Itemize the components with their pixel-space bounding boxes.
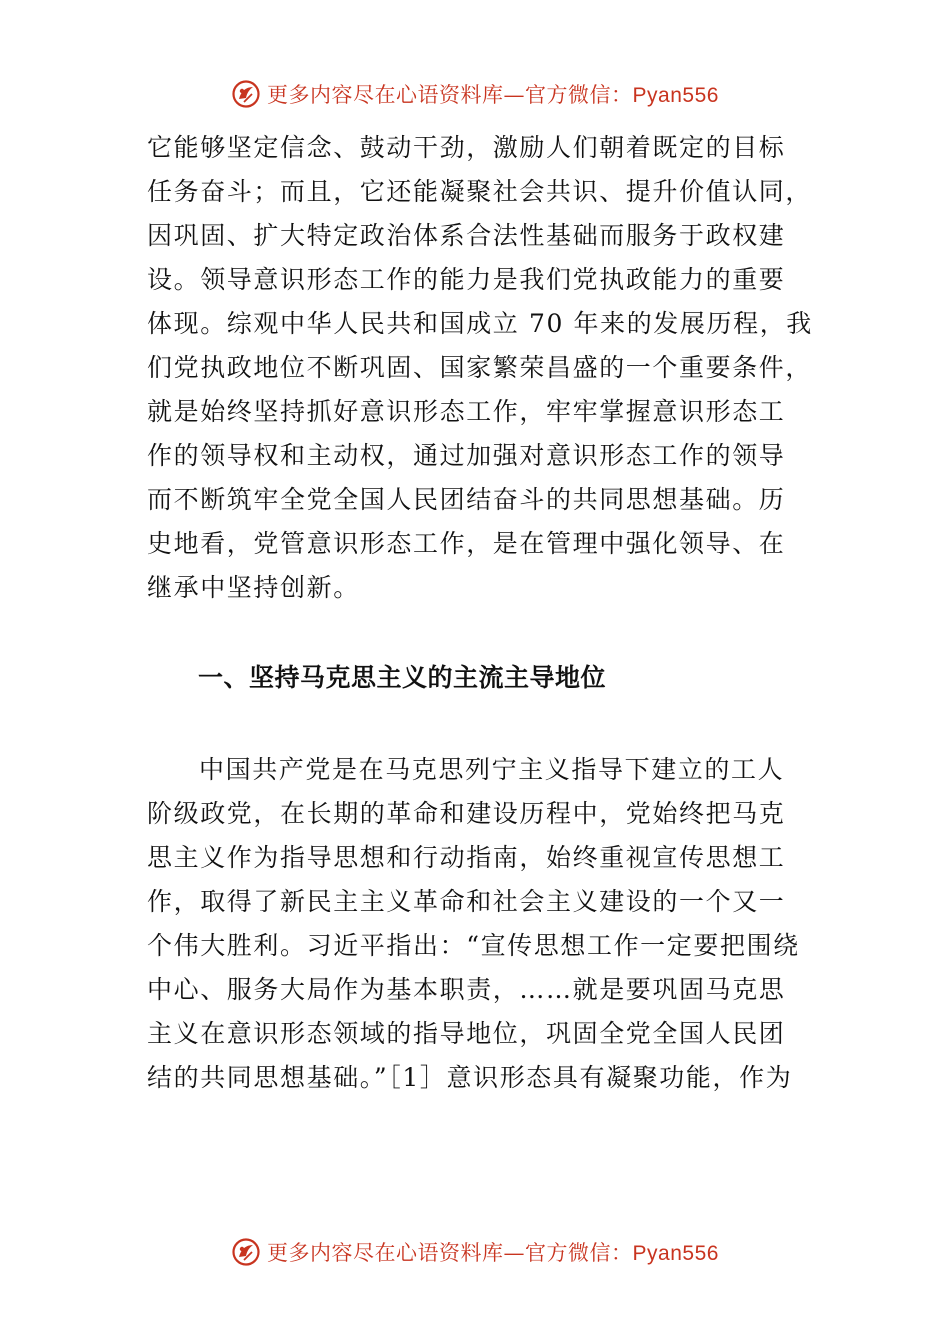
- text-line: 作，取得了新民主主义革命和社会主义建设的一个又一: [147, 887, 786, 916]
- text-line: 它能够坚定信念、鼓动干劲，激励人们朝着既定的目标: [147, 133, 786, 162]
- section-heading: 一、坚持马克思主义的主流主导地位: [198, 663, 607, 692]
- footer-banner: [0, 1232, 950, 1272]
- text-line: 继承中坚持创新。: [147, 573, 360, 602]
- text-line: 体现。综观中华人民共和国成立 70 年来的发展历程，我: [147, 309, 813, 338]
- text-line: 中国共产党是在马克思列宁主义指导下建立的工人: [199, 755, 785, 784]
- brand-logo-icon: [231, 79, 261, 109]
- footer-wechat-id: Pyan556: [632, 1242, 719, 1265]
- brand-logo-icon: [231, 1237, 261, 1267]
- text-line: 任务奋斗；而且，它还能凝聚社会共识、提升价值认同，: [147, 177, 813, 206]
- text-line: 就是始终坚持抓好意识形态工作，牢牢掌握意识形态工: [147, 397, 786, 426]
- header-banner: [0, 74, 950, 114]
- text-line: 史地看，党管意识形态工作，是在管理中强化领导、在: [147, 529, 786, 558]
- footer-banner-text: 更多内容尽在心语资料库—官方微信：Pyan556: [267, 1241, 719, 1265]
- text-line: 而不断筑牢全党全国人民团结奋斗的共同思想基础。历: [147, 485, 786, 514]
- header-wechat-id: Pyan556: [632, 84, 719, 107]
- text-line: 作的领导权和主动权，通过加强对意识形态工作的领导: [147, 441, 786, 470]
- text-line: 结的共同思想基础。”［1］意识形态具有凝聚功能，作为: [147, 1063, 793, 1092]
- text-line: 设。领导意识形态工作的能力是我们党执政能力的重要: [147, 265, 786, 294]
- text-line: 思主义作为指导思想和行动指南，始终重视宣传思想工: [147, 843, 786, 872]
- header-banner-text: 更多内容尽在心语资料库—官方微信：Pyan556: [267, 83, 719, 107]
- text-line: 因巩固、扩大特定政治体系合法性基础而服务于政权建: [147, 221, 786, 250]
- text-line: 主义在意识形态领域的指导地位，巩固全党全国人民团: [147, 1019, 786, 1048]
- text-line: 阶级政党，在长期的革命和建设历程中，党始终把马克: [147, 799, 786, 828]
- text-line: 中心、服务大局作为基本职责，……就是要巩固马克思: [147, 975, 786, 1004]
- text-line: 个伟大胜利。习近平指出：“宣传思想工作一定要把围绕: [147, 931, 800, 960]
- text-line: 们党执政地位不断巩固、国家繁荣昌盛的一个重要条件，: [147, 353, 813, 382]
